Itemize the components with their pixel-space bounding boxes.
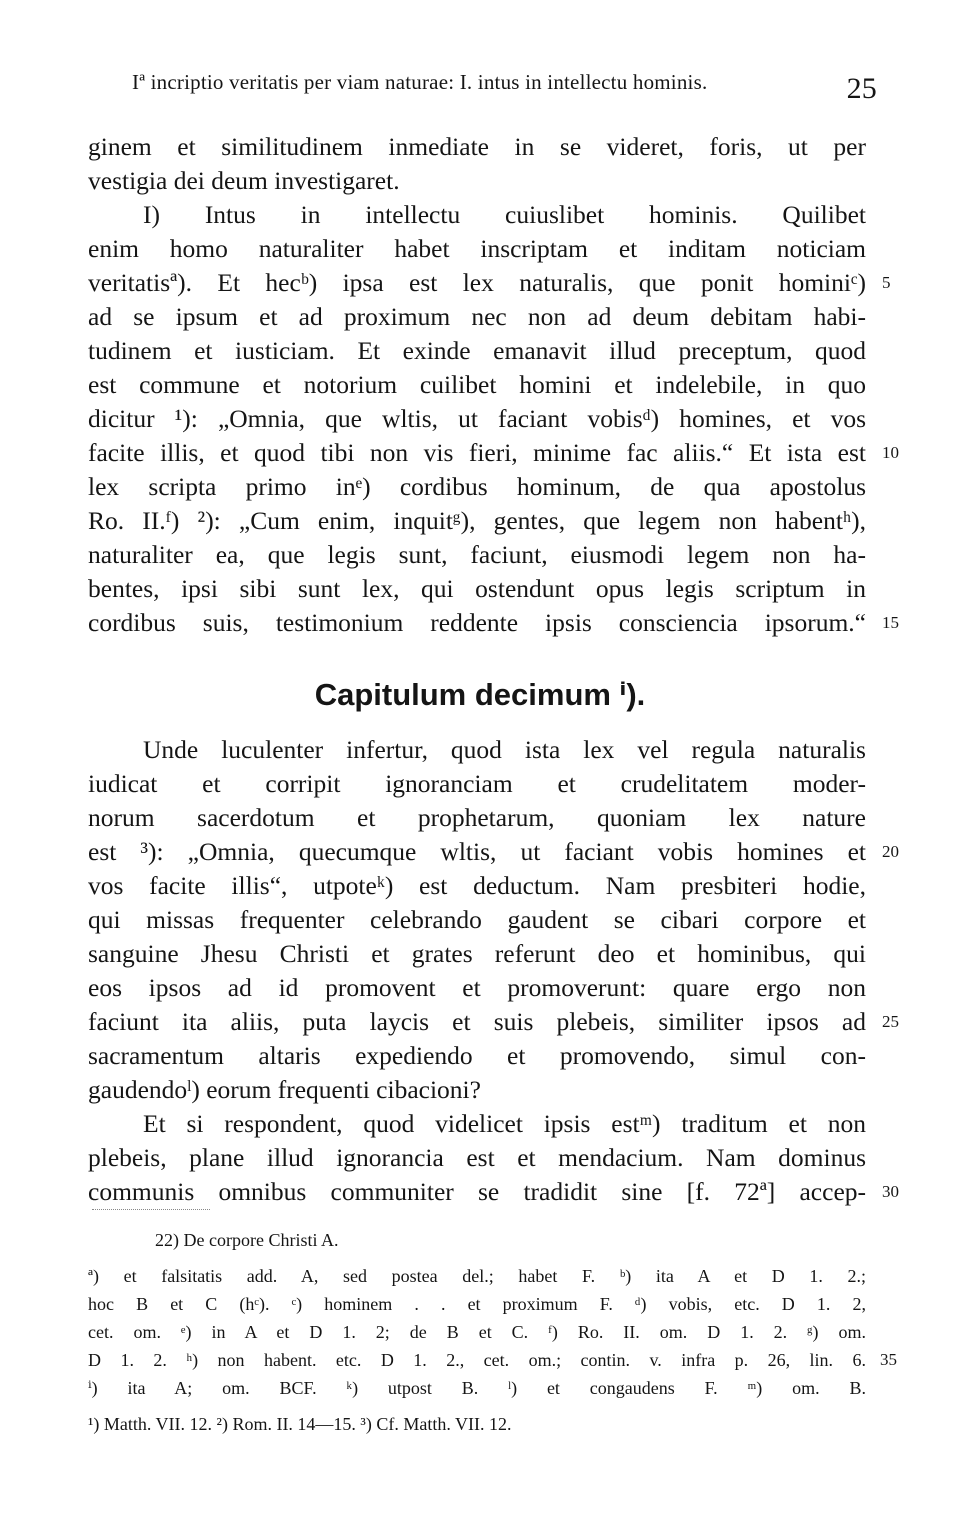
text-line: Unde luculenter infertur, quod ista lex vel regula naturalis bbox=[143, 735, 866, 764]
margin-line-number: 5 bbox=[882, 273, 891, 292]
text-line: tudinem et iusticiam. Et exinde emanavit illud preceptum, quod bbox=[88, 336, 866, 365]
margin-line-number: 20 bbox=[882, 842, 899, 861]
text-line: eos ipsos ad id promovent et promoverunt: quare ergo non bbox=[88, 973, 866, 1002]
footnote-line: D 1. 2. ʰ) non habent. etc. D 1. 2., cet. om.; contin. v. infra p. 26, lin. 6. bbox=[88, 1350, 866, 1370]
text-line: dicitur ¹): „Omnia, que wltis, ut faciant vobisᵈ) homines, et vos bbox=[88, 404, 866, 433]
footnote-line: hoc B et C (hᶜ). ᶜ) hominem . . et proximum F. ᵈ) vobis, etc. D 1. 2, bbox=[88, 1294, 866, 1314]
text-line: bentes, ipsi sibi sunt lex, qui ostendunt opus legis scriptum in bbox=[88, 574, 866, 603]
page-number: 25 bbox=[846, 72, 877, 105]
text-line: cordibus suis, testimonium reddente ipsis consciencia ipsorum.“ bbox=[88, 608, 866, 637]
text-line: veritatisª). Et hecᵇ) ipsa est lex naturalis, que ponit hominiᶜ) bbox=[88, 268, 866, 297]
margin-line-number: 30 bbox=[882, 1182, 899, 1201]
text-line: qui missas frequenter celebrando gaudent se cibari corpore et bbox=[88, 905, 866, 934]
text-line: norum sacerdotum et prophetarum, quoniam lex nature bbox=[88, 803, 866, 832]
footnote-line: ¹) Matth. VII. 12. ²) Rom. II. 14—15. ³) Cf. Matth. VII. 12. bbox=[88, 1414, 512, 1434]
text-line: iudicat et corripit ignoranciam et crudelitatem moder- bbox=[88, 769, 866, 798]
margin-line-number: 15 bbox=[882, 613, 899, 632]
text-line: faciunt ita aliis, puta laycis et suis plebeis, similiter ipsos ad bbox=[88, 1007, 866, 1036]
text-line: Et si respondent, quod videlicet ipsis estᵐ) traditum et non bbox=[143, 1109, 866, 1138]
text-line: communis omnibus communiter se tradidit sine [f. 72ª] accep- bbox=[88, 1177, 866, 1206]
text-line: ginem et similitudinem inmediate in se videret, foris, ut per bbox=[88, 132, 866, 161]
text-line: plebeis, plane illud ignorancia est et mendacium. Nam dominus bbox=[88, 1143, 866, 1172]
text-line: gaudendoˡ) eorum frequenti cibacioni? bbox=[88, 1075, 481, 1104]
text-line: naturaliter ea, que legis sunt, faciunt, eiusmodi legem non ha- bbox=[88, 540, 866, 569]
chapter-title: Capitulum decimum ⁱ). bbox=[314, 677, 646, 712]
footnote-line: ª) et falsitatis add. A, sed postea del.; habet F. ᵇ) ita A et D 1. 2.; bbox=[88, 1266, 866, 1286]
text-line: sacramentum altaris expediendo et promovendo, simul con- bbox=[88, 1041, 866, 1070]
text-line: est commune et notorium cuilibet homini et indelebile, in quo bbox=[88, 370, 866, 399]
running-head-title: Iª incriptio veritatis per viam naturae: I. intus in intellectu hominis. bbox=[132, 70, 708, 94]
footnote-line: cet. om. ᵉ) in A et D 1. 2; de B et C. ᶠ) Ro. II. om. D 1. 2. ᵍ) om. bbox=[88, 1322, 866, 1342]
text-line: lex scripta primo inᵉ) cordibus hominum, de qua apostolus bbox=[88, 472, 866, 501]
footnote-line: ⁱ) ita A; om. BCF. ᵏ) utpost B. ˡ) et congaudens F. ᵐ) om. B. bbox=[88, 1378, 866, 1398]
footnote-line: 22) De corpore Christi A. bbox=[155, 1230, 339, 1250]
margin-line-number: 35 bbox=[880, 1350, 897, 1369]
text-line: enim homo naturaliter habet inscriptam et inditam noticiam bbox=[88, 234, 866, 263]
margin-line-number: 10 bbox=[882, 443, 899, 462]
text-line: vestigia dei deum investigaret. bbox=[88, 166, 400, 195]
text-line: facite illis, et quod tibi non vis fieri, minime fac aliis.“ Et ista est bbox=[88, 438, 866, 467]
running-head bbox=[132, 70, 877, 105]
margin-line-number: 25 bbox=[882, 1012, 899, 1031]
text-line: Ro. II.ᶠ) ²): „Cum enim, inquitᵍ), gentes, que legem non habentʰ), bbox=[88, 506, 866, 535]
text-line: ad se ipsum et ad proximum nec non ad deum debitam habi- bbox=[88, 302, 866, 331]
text-line: est ³): „Omnia, quecumque wltis, ut faciant vobis homines et bbox=[88, 837, 866, 866]
text-line: sanguine Jhesu Christi et grates referunt deo et hominibus, qui bbox=[88, 939, 866, 968]
section-heading-line: I) Intus in intellectu cuiuslibet hominis. Quilibet bbox=[143, 200, 866, 229]
footnote-rule bbox=[92, 1209, 210, 1210]
text-line: vos facite illis“, utpoteᵏ) est deductum. Nam presbiteri hodie, bbox=[88, 871, 866, 900]
